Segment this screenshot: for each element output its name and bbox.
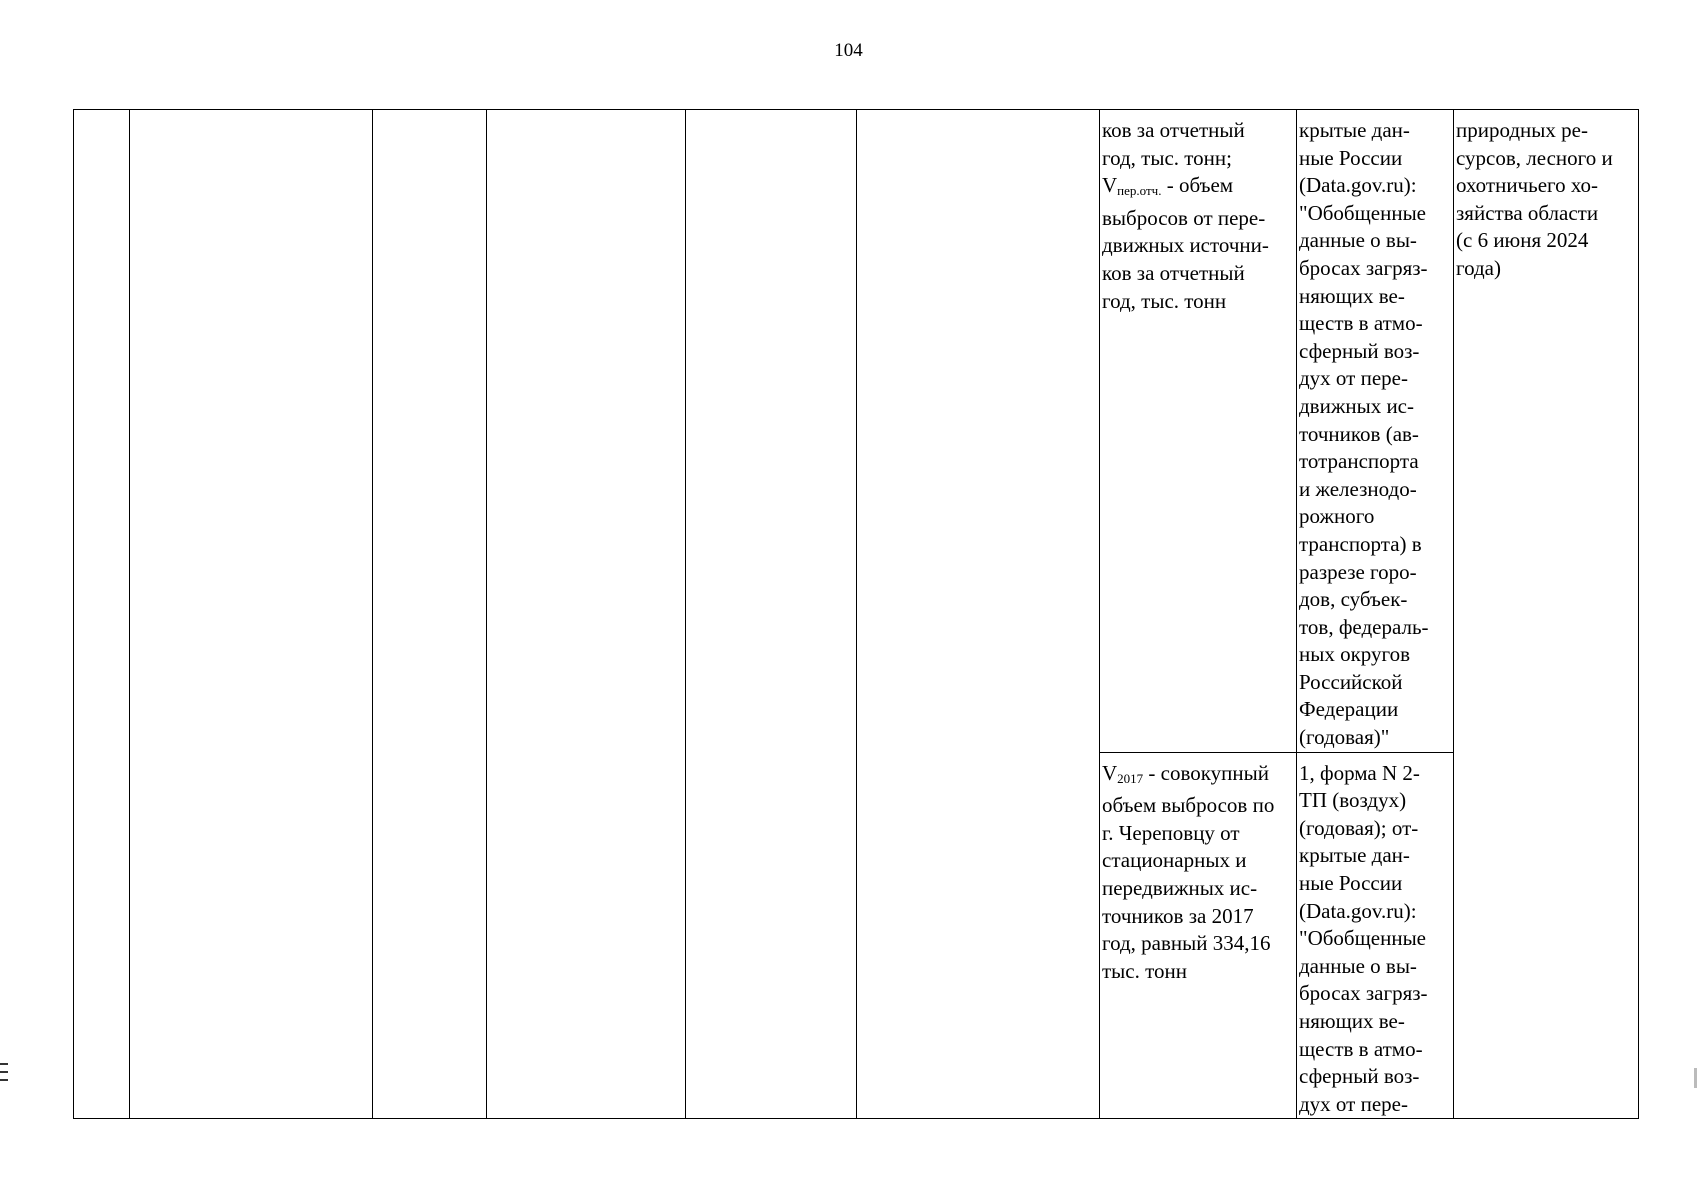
text-line: Российской [1299,669,1403,694]
table-cell-col3 [373,110,487,1119]
text-line: охотничьего хо- [1456,173,1599,198]
table-row [74,110,1639,753]
scan-edge-mark [0,1063,8,1089]
text-line: ков за отчетный [1102,118,1245,142]
variable-subscript: пер.отч. [1117,183,1162,199]
text-line: стационарных и [1102,848,1247,873]
text-line: ных округов [1299,642,1411,667]
text-line: данные о вы- [1299,228,1417,253]
text-line: движных источни- [1102,233,1269,258]
table-cell-col2 [130,110,373,1119]
text-line: "Обобщенные [1299,926,1427,951]
table-cell-indicator-formula [1100,752,1297,1119]
text-line: ТП (воздух) [1299,788,1407,813]
text-line: год, тыс. тонн; [1102,145,1232,170]
variable-description: - объем [1161,173,1234,198]
variable-description: - совокупный [1143,760,1269,785]
text-line: (годовая); от- [1299,815,1419,840]
text-line: няющих ве- [1299,1009,1405,1033]
text-line: крытые дан- [1299,118,1410,142]
text-line: (с 6 июня 2024 [1456,228,1589,253]
text-line: и железнодо- [1299,476,1417,501]
text-line: движных ис- [1299,393,1414,418]
variable-line [1102,760,1294,793]
text-line: ные России [1299,145,1403,170]
text-line: (Data.gov.ru): [1299,898,1417,923]
text-line: дух от пере- [1299,1091,1408,1116]
table-cell-indicator-formula [1100,110,1297,753]
text-line: бросах загряз- [1299,981,1428,1006]
text-line: ществ в атмо- [1299,311,1423,336]
text-line: (Data.gov.ru): [1299,173,1417,198]
page-number: 104 [834,40,863,61]
text-line: выбросов от пере- [1102,205,1266,230]
text-line: бросах загряз- [1299,255,1428,280]
text-line: тыс. тонн [1102,958,1187,983]
text-line: разрезе горо- [1299,559,1417,584]
text-line: г. Череповцу от [1102,820,1240,845]
text-line: тов, федераль- [1299,614,1429,639]
text-line: сурсов, лесного и [1456,145,1613,170]
text-line: зяйства области [1456,200,1599,225]
text-line: дов, субъек- [1299,587,1408,612]
text-line: данные о вы- [1299,953,1417,978]
text-line: сферный воз- [1299,338,1420,363]
text-line: транспорта) в [1299,531,1422,556]
variable-subscript: 2017 [1117,770,1144,786]
variable-symbol: V [1102,760,1118,785]
table-cell-data-source [1297,752,1454,1119]
text-line: 1, форма N 2- [1299,760,1420,785]
variable-line [1102,172,1294,205]
text-line: года) [1456,255,1501,280]
text-line: Федерации [1299,697,1399,722]
text-line: крытые дан- [1299,843,1410,868]
text-line: (годовая)" [1299,725,1390,750]
text-line: передвижных ис- [1102,876,1258,901]
text-line: природных ре- [1456,118,1588,142]
text-line: няющих ве- [1299,283,1405,308]
data-table [73,109,1639,1119]
text-line: тотранспорта [1299,449,1419,474]
text-line: сферный воз- [1299,1064,1420,1089]
text-line: год, равный 334,16 [1102,931,1271,956]
table-cell-col5 [686,110,857,1119]
text-line: точников (ав- [1299,421,1419,446]
table-cell-col1 [74,110,130,1119]
text-line: ществ в атмо- [1299,1036,1423,1061]
table-cell-col6 [857,110,1100,1119]
variable-symbol: V [1102,173,1118,198]
text-line: рожного [1299,504,1375,529]
text-line: объем выбросов по [1102,793,1275,818]
text-line: точников за 2017 [1102,903,1254,928]
text-line: "Обобщенные [1299,200,1427,225]
table-cell-col4 [487,110,686,1119]
text-line: ные России [1299,871,1403,896]
table-cell-responsible [1454,110,1639,1119]
text-line: дух от пере- [1299,366,1408,391]
table-cell-data-source [1297,110,1454,753]
text-line: год, тыс. тонн [1102,288,1227,313]
text-line: ков за отчетный [1102,260,1245,285]
